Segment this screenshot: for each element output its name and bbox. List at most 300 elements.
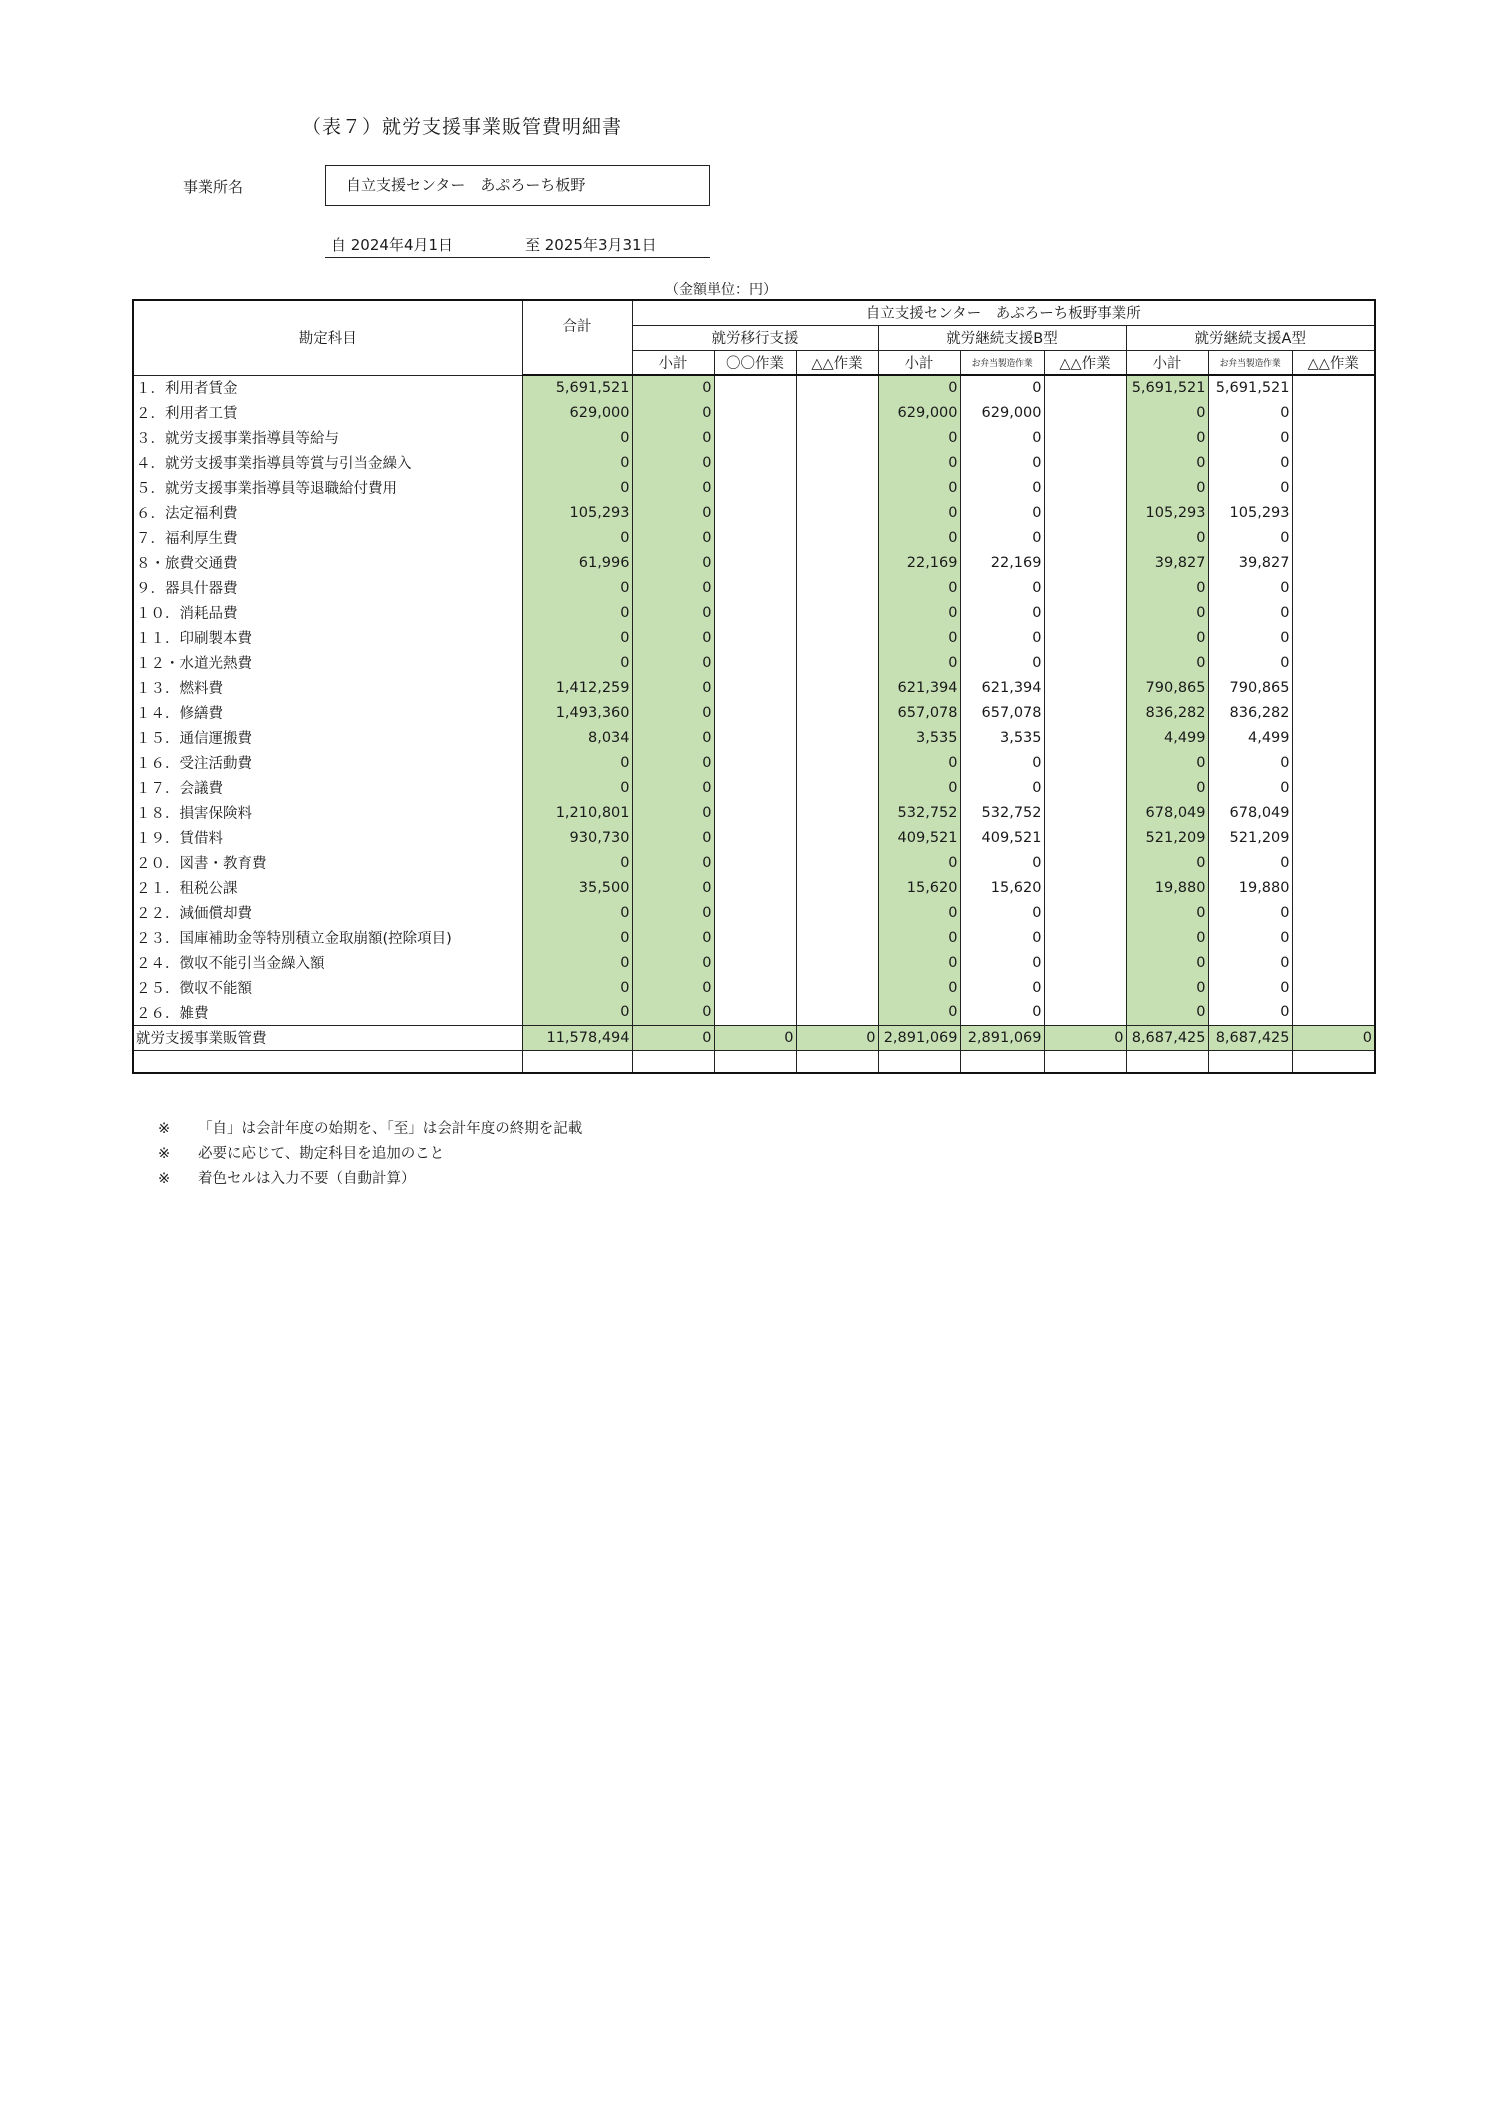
type-a-sankaku-cell — [1292, 675, 1375, 700]
transition-subtotal-cell: 0 — [632, 400, 714, 425]
transition-sankaku-cell — [796, 500, 878, 525]
account-label: ２．利用者工賃 — [133, 400, 522, 425]
transition-maru-cell — [714, 950, 796, 975]
transition-subtotal-cell: 0 — [632, 850, 714, 875]
transition-sankaku-cell — [796, 975, 878, 1000]
type-a-sankaku-cell — [1292, 725, 1375, 750]
type-b-subtotal-cell: 0 — [878, 625, 960, 650]
table-row — [133, 800, 1375, 825]
type-a-subtotal-cell: 790,865 — [1126, 675, 1208, 700]
type-b-sankaku-cell — [1044, 450, 1126, 475]
total-cell: 0 — [522, 625, 632, 650]
type-a-sankaku-cell — [1292, 925, 1375, 950]
table-row — [133, 625, 1375, 650]
transition-sankaku-cell — [796, 600, 878, 625]
header-total: 合計 — [522, 300, 632, 350]
transition-sankaku-cell — [796, 525, 878, 550]
transition-sankaku-cell — [796, 750, 878, 775]
type-a-subtotal-cell: 0 — [1126, 1000, 1208, 1025]
type-a-subtotal-cell: 0 — [1126, 650, 1208, 675]
type-a-bento-cell: 0 — [1208, 575, 1292, 600]
header-group-type-b: 就労継続支援B型 — [878, 325, 1126, 350]
transition-maru-cell — [714, 900, 796, 925]
transition-maru-cell — [714, 650, 796, 675]
type-a-sankaku-cell — [1292, 875, 1375, 900]
table-row — [133, 1000, 1375, 1025]
note-mark: ※ — [158, 1146, 171, 1162]
transition-subtotal-cell: 0 — [632, 775, 714, 800]
account-label: １８．損害保険料 — [133, 800, 522, 825]
blank-cell — [878, 1050, 960, 1073]
type-b-bento-cell: 0 — [960, 775, 1044, 800]
total-cell: 5,691,521 — [522, 375, 632, 400]
account-label: ２６．雑費 — [133, 1000, 522, 1025]
type-a-sankaku-cell — [1292, 1000, 1375, 1025]
type-a-sankaku-cell — [1292, 750, 1375, 775]
type-b-bento-cell: 22,169 — [960, 550, 1044, 575]
transition-maru-cell — [714, 425, 796, 450]
transition-sankaku-cell — [796, 875, 878, 900]
total-cell: 1,210,801 — [522, 800, 632, 825]
type-b-subtotal-cell: 0 — [878, 525, 960, 550]
table-row — [133, 725, 1375, 750]
type-a-bento-cell: 521,209 — [1208, 825, 1292, 850]
transition-maru-cell — [714, 600, 796, 625]
type-b-bento-cell: 3,535 — [960, 725, 1044, 750]
type-a-sankaku-cell — [1292, 600, 1375, 625]
transition-maru-cell — [714, 775, 796, 800]
type-b-subtotal-cell: 621,394 — [878, 675, 960, 700]
total-b-bento-cell: 2,891,069 — [960, 1025, 1044, 1050]
blank-cell — [1126, 1050, 1208, 1073]
account-label: １４．修繕費 — [133, 700, 522, 725]
header-account: 勘定科目 — [133, 300, 522, 375]
type-b-sankaku-cell — [1044, 750, 1126, 775]
type-b-sankaku-cell — [1044, 1000, 1126, 1025]
header-sub: △△作業 — [796, 350, 878, 375]
type-b-subtotal-cell: 409,521 — [878, 825, 960, 850]
type-a-sankaku-cell — [1292, 450, 1375, 475]
transition-subtotal-cell: 0 — [632, 650, 714, 675]
total-b-sub-cell: 2,891,069 — [878, 1025, 960, 1050]
transition-maru-cell — [714, 475, 796, 500]
type-a-subtotal-cell: 0 — [1126, 600, 1208, 625]
type-a-bento-cell: 0 — [1208, 600, 1292, 625]
table-row — [133, 775, 1375, 800]
transition-maru-cell — [714, 375, 796, 400]
blank-cell — [960, 1050, 1044, 1073]
type-a-sankaku-cell — [1292, 650, 1375, 675]
account-label: ９．器具什器費 — [133, 575, 522, 600]
type-a-bento-cell: 4,499 — [1208, 725, 1292, 750]
type-a-subtotal-cell: 0 — [1126, 475, 1208, 500]
type-b-subtotal-cell: 0 — [878, 500, 960, 525]
type-a-bento-cell: 0 — [1208, 475, 1292, 500]
transition-maru-cell — [714, 550, 796, 575]
type-b-bento-cell: 0 — [960, 600, 1044, 625]
type-a-sankaku-cell — [1292, 525, 1375, 550]
type-b-subtotal-cell: 3,535 — [878, 725, 960, 750]
type-a-subtotal-cell: 4,499 — [1126, 725, 1208, 750]
type-a-subtotal-cell: 39,827 — [1126, 550, 1208, 575]
header-sub: 〇〇作業 — [714, 350, 796, 375]
transition-sankaku-cell — [796, 450, 878, 475]
account-label: ５．就労支援事業指導員等退職給付費用 — [133, 475, 522, 500]
header-group-transition: 就労移行支援 — [632, 325, 878, 350]
type-b-subtotal-cell: 657,078 — [878, 700, 960, 725]
type-a-bento-cell: 0 — [1208, 450, 1292, 475]
transition-subtotal-cell: 0 — [632, 525, 714, 550]
type-a-subtotal-cell: 836,282 — [1126, 700, 1208, 725]
total-iko-maru-cell: 0 — [714, 1025, 796, 1050]
type-b-subtotal-cell: 0 — [878, 950, 960, 975]
type-b-bento-cell: 0 — [960, 750, 1044, 775]
type-b-sankaku-cell — [1044, 650, 1126, 675]
table-body — [133, 375, 1375, 1073]
type-a-subtotal-cell: 0 — [1126, 400, 1208, 425]
type-b-subtotal-cell: 0 — [878, 900, 960, 925]
type-a-sankaku-cell — [1292, 800, 1375, 825]
transition-subtotal-cell: 0 — [632, 625, 714, 650]
transition-subtotal-cell: 0 — [632, 600, 714, 625]
account-label: １０．消耗品費 — [133, 600, 522, 625]
transition-maru-cell — [714, 725, 796, 750]
transition-subtotal-cell: 0 — [632, 975, 714, 1000]
type-b-subtotal-cell: 0 — [878, 850, 960, 875]
type-a-sankaku-cell — [1292, 850, 1375, 875]
transition-sankaku-cell — [796, 425, 878, 450]
sga-expense-table — [132, 299, 1376, 1074]
total-cell: 61,996 — [522, 550, 632, 575]
type-b-bento-cell: 0 — [960, 650, 1044, 675]
total-a-sub-cell: 8,687,425 — [1126, 1025, 1208, 1050]
type-b-bento-cell: 0 — [960, 475, 1044, 500]
table-row — [133, 425, 1375, 450]
header-sub: お弁当製造作業 — [960, 350, 1044, 375]
type-a-subtotal-cell: 0 — [1126, 450, 1208, 475]
transition-subtotal-cell: 0 — [632, 450, 714, 475]
blank-cell — [522, 1050, 632, 1073]
type-b-bento-cell: 532,752 — [960, 800, 1044, 825]
account-label: １３．燃料費 — [133, 675, 522, 700]
account-label: ２３．国庫補助金等特別積立金取崩額(控除項目) — [133, 925, 522, 950]
transition-maru-cell — [714, 1000, 796, 1025]
type-a-subtotal-cell: 0 — [1126, 750, 1208, 775]
account-label: ２４．徴収不能引当金繰入額 — [133, 950, 522, 975]
type-b-subtotal-cell: 0 — [878, 925, 960, 950]
type-b-bento-cell: 0 — [960, 900, 1044, 925]
type-a-bento-cell: 0 — [1208, 400, 1292, 425]
account-label: ２０．図書・教育費 — [133, 850, 522, 875]
type-b-subtotal-cell: 0 — [878, 600, 960, 625]
type-a-sankaku-cell — [1292, 975, 1375, 1000]
type-a-bento-cell: 0 — [1208, 950, 1292, 975]
type-b-bento-cell: 0 — [960, 850, 1044, 875]
type-a-sankaku-cell — [1292, 375, 1375, 400]
type-b-sankaku-cell — [1044, 975, 1126, 1000]
table-row — [133, 975, 1375, 1000]
type-b-subtotal-cell: 15,620 — [878, 875, 960, 900]
table-row — [133, 500, 1375, 525]
transition-maru-cell — [714, 625, 796, 650]
type-a-sankaku-cell — [1292, 775, 1375, 800]
transition-subtotal-cell: 0 — [632, 925, 714, 950]
type-a-bento-cell: 790,865 — [1208, 675, 1292, 700]
type-a-subtotal-cell: 0 — [1126, 850, 1208, 875]
transition-sankaku-cell — [796, 925, 878, 950]
transition-maru-cell — [714, 400, 796, 425]
table-row — [133, 475, 1375, 500]
type-a-subtotal-cell: 0 — [1126, 900, 1208, 925]
type-b-subtotal-cell: 22,169 — [878, 550, 960, 575]
transition-subtotal-cell: 0 — [632, 675, 714, 700]
type-b-subtotal-cell: 532,752 — [878, 800, 960, 825]
account-label: ２５．徴収不能額 — [133, 975, 522, 1000]
transition-sankaku-cell — [796, 575, 878, 600]
type-b-subtotal-cell: 0 — [878, 575, 960, 600]
note-text: 「自」は会計年度の始期を、「至」は会計年度の終期を記載 — [198, 1121, 583, 1137]
type-b-bento-cell: 0 — [960, 575, 1044, 600]
total-cell: 1,412,259 — [522, 675, 632, 700]
total-cell: 0 — [522, 975, 632, 1000]
table-row — [133, 825, 1375, 850]
type-b-subtotal-cell: 0 — [878, 425, 960, 450]
blank-cell — [796, 1050, 878, 1073]
total-row — [133, 1025, 1375, 1050]
type-b-sankaku-cell — [1044, 825, 1126, 850]
table-row — [133, 925, 1375, 950]
type-b-subtotal-cell: 0 — [878, 775, 960, 800]
type-b-subtotal-cell: 0 — [878, 1000, 960, 1025]
type-a-bento-cell: 105,293 — [1208, 500, 1292, 525]
table-row — [133, 700, 1375, 725]
account-label: １．利用者賃金 — [133, 375, 522, 400]
table-row — [133, 875, 1375, 900]
type-b-sankaku-cell — [1044, 525, 1126, 550]
type-b-sankaku-cell — [1044, 550, 1126, 575]
transition-maru-cell — [714, 975, 796, 1000]
total-cell: 0 — [522, 750, 632, 775]
type-b-sankaku-cell — [1044, 600, 1126, 625]
type-b-bento-cell: 0 — [960, 950, 1044, 975]
total-cell: 0 — [522, 775, 632, 800]
transition-sankaku-cell — [796, 675, 878, 700]
total-cell: 1,493,360 — [522, 700, 632, 725]
account-label: ８・旅費交通費 — [133, 550, 522, 575]
total-cell: 0 — [522, 450, 632, 475]
office-label: 事業所名 — [183, 178, 244, 196]
period-to: 至 2025年3月31日 — [525, 236, 657, 254]
type-a-bento-cell: 0 — [1208, 900, 1292, 925]
table-row — [133, 750, 1375, 775]
transition-sankaku-cell — [796, 900, 878, 925]
type-a-bento-cell: 678,049 — [1208, 800, 1292, 825]
total-iko-sankaku-cell: 0 — [796, 1025, 878, 1050]
total-label: 就労支援事業販管費 — [133, 1025, 522, 1050]
type-b-bento-cell: 0 — [960, 425, 1044, 450]
type-b-bento-cell: 0 — [960, 375, 1044, 400]
type-b-sankaku-cell — [1044, 875, 1126, 900]
transition-maru-cell — [714, 875, 796, 900]
transition-maru-cell — [714, 800, 796, 825]
total-a-bento-cell: 8,687,425 — [1208, 1025, 1292, 1050]
total-a-sankaku-cell: 0 — [1292, 1025, 1375, 1050]
transition-maru-cell — [714, 750, 796, 775]
type-b-sankaku-cell — [1044, 900, 1126, 925]
transition-sankaku-cell — [796, 800, 878, 825]
type-b-bento-cell: 0 — [960, 500, 1044, 525]
type-b-sankaku-cell — [1044, 950, 1126, 975]
type-b-subtotal-cell: 629,000 — [878, 400, 960, 425]
type-a-sankaku-cell — [1292, 475, 1375, 500]
note-text: 着色セルは入力不要（自動計算） — [198, 1171, 416, 1187]
office-name-field: 自立支援センター あぷろーち板野 — [325, 165, 710, 206]
type-b-subtotal-cell: 0 — [878, 375, 960, 400]
account-label: １１．印刷製本費 — [133, 625, 522, 650]
table-row — [133, 600, 1375, 625]
type-b-bento-cell: 0 — [960, 975, 1044, 1000]
type-b-sankaku-cell — [1044, 700, 1126, 725]
type-a-bento-cell: 0 — [1208, 775, 1292, 800]
type-a-subtotal-cell: 0 — [1126, 925, 1208, 950]
account-label: ２１．租税公課 — [133, 875, 522, 900]
type-b-subtotal-cell: 0 — [878, 750, 960, 775]
type-b-sankaku-cell — [1044, 675, 1126, 700]
account-label: １９．賃借料 — [133, 825, 522, 850]
total-b-sankaku-cell: 0 — [1044, 1025, 1126, 1050]
total-total-cell: 11,578,494 — [522, 1025, 632, 1050]
type-b-sankaku-cell — [1044, 475, 1126, 500]
transition-sankaku-cell — [796, 400, 878, 425]
header-sub: △△作業 — [1044, 350, 1126, 375]
type-a-sankaku-cell — [1292, 550, 1375, 575]
account-label: ６．法定福利費 — [133, 500, 522, 525]
type-a-subtotal-cell: 0 — [1126, 625, 1208, 650]
type-a-bento-cell: 0 — [1208, 850, 1292, 875]
type-a-subtotal-cell: 0 — [1126, 975, 1208, 1000]
page-title: （表７）就労支援事業販管費明細書 — [302, 116, 623, 138]
account-label: １７．会議費 — [133, 775, 522, 800]
total-cell: 0 — [522, 900, 632, 925]
account-label: ４．就労支援事業指導員等賞与引当金繰入 — [133, 450, 522, 475]
transition-subtotal-cell: 0 — [632, 375, 714, 400]
transition-subtotal-cell: 0 — [632, 950, 714, 975]
type-a-subtotal-cell: 0 — [1126, 775, 1208, 800]
transition-sankaku-cell — [796, 625, 878, 650]
transition-maru-cell — [714, 525, 796, 550]
type-b-subtotal-cell: 0 — [878, 975, 960, 1000]
transition-maru-cell — [714, 850, 796, 875]
transition-subtotal-cell: 0 — [632, 425, 714, 450]
total-cell: 0 — [522, 850, 632, 875]
transition-sankaku-cell — [796, 700, 878, 725]
type-b-bento-cell: 0 — [960, 625, 1044, 650]
type-a-subtotal-cell: 678,049 — [1126, 800, 1208, 825]
header-total-blank — [522, 350, 632, 375]
note-text: 必要に応じて、勘定科目を追加のこと — [198, 1146, 445, 1162]
transition-sankaku-cell — [796, 650, 878, 675]
type-b-sankaku-cell — [1044, 725, 1126, 750]
type-a-bento-cell: 0 — [1208, 750, 1292, 775]
table-row — [133, 450, 1375, 475]
transition-maru-cell — [714, 575, 796, 600]
header-sub: △△作業 — [1292, 350, 1375, 375]
type-b-bento-cell: 0 — [960, 450, 1044, 475]
type-a-sankaku-cell — [1292, 700, 1375, 725]
total-cell: 0 — [522, 525, 632, 550]
header-facility: 自立支援センター あぷろーち板野事業所 — [632, 300, 1375, 325]
type-b-bento-cell: 409,521 — [960, 825, 1044, 850]
type-a-bento-cell: 19,880 — [1208, 875, 1292, 900]
transition-sankaku-cell — [796, 375, 878, 400]
total-cell: 0 — [522, 925, 632, 950]
header-sub: 小計 — [1126, 350, 1208, 375]
type-b-bento-cell: 621,394 — [960, 675, 1044, 700]
transition-maru-cell — [714, 450, 796, 475]
transition-subtotal-cell: 0 — [632, 750, 714, 775]
type-a-bento-cell: 0 — [1208, 650, 1292, 675]
header-sub: 小計 — [878, 350, 960, 375]
header-sub: 小計 — [632, 350, 714, 375]
table-row — [133, 900, 1375, 925]
transition-sankaku-cell — [796, 825, 878, 850]
transition-subtotal-cell: 0 — [632, 800, 714, 825]
type-b-sankaku-cell — [1044, 425, 1126, 450]
blank-cell — [714, 1050, 796, 1073]
type-b-sankaku-cell — [1044, 850, 1126, 875]
total-cell: 0 — [522, 950, 632, 975]
account-label: １５．通信運搬費 — [133, 725, 522, 750]
type-a-bento-cell: 0 — [1208, 925, 1292, 950]
account-label: ２２．減価償却費 — [133, 900, 522, 925]
table-row — [133, 550, 1375, 575]
transition-sankaku-cell — [796, 950, 878, 975]
transition-maru-cell — [714, 675, 796, 700]
transition-subtotal-cell: 0 — [632, 725, 714, 750]
transition-sankaku-cell — [796, 850, 878, 875]
table-row — [133, 575, 1375, 600]
type-a-subtotal-cell: 521,209 — [1126, 825, 1208, 850]
type-b-sankaku-cell — [1044, 500, 1126, 525]
transition-maru-cell — [714, 825, 796, 850]
type-b-sankaku-cell — [1044, 625, 1126, 650]
type-a-sankaku-cell — [1292, 825, 1375, 850]
type-a-subtotal-cell: 5,691,521 — [1126, 375, 1208, 400]
table-row — [133, 400, 1375, 425]
total-iko-sub-cell: 0 — [632, 1025, 714, 1050]
type-a-subtotal-cell: 0 — [1126, 425, 1208, 450]
note-mark: ※ — [158, 1121, 171, 1137]
type-a-subtotal-cell: 0 — [1126, 950, 1208, 975]
header-sub: お弁当製造作業 — [1208, 350, 1292, 375]
type-a-bento-cell: 0 — [1208, 1000, 1292, 1025]
type-a-sankaku-cell — [1292, 625, 1375, 650]
transition-maru-cell — [714, 700, 796, 725]
total-cell: 0 — [522, 575, 632, 600]
type-a-subtotal-cell: 105,293 — [1126, 500, 1208, 525]
transition-sankaku-cell — [796, 550, 878, 575]
blank-cell — [133, 1050, 522, 1073]
transition-subtotal-cell: 0 — [632, 825, 714, 850]
type-b-subtotal-cell: 0 — [878, 450, 960, 475]
type-a-bento-cell: 0 — [1208, 525, 1292, 550]
type-a-sankaku-cell — [1292, 900, 1375, 925]
total-cell: 629,000 — [522, 400, 632, 425]
total-cell: 0 — [522, 650, 632, 675]
account-label: １２・水道光熱費 — [133, 650, 522, 675]
transition-subtotal-cell: 0 — [632, 900, 714, 925]
type-a-sankaku-cell — [1292, 950, 1375, 975]
